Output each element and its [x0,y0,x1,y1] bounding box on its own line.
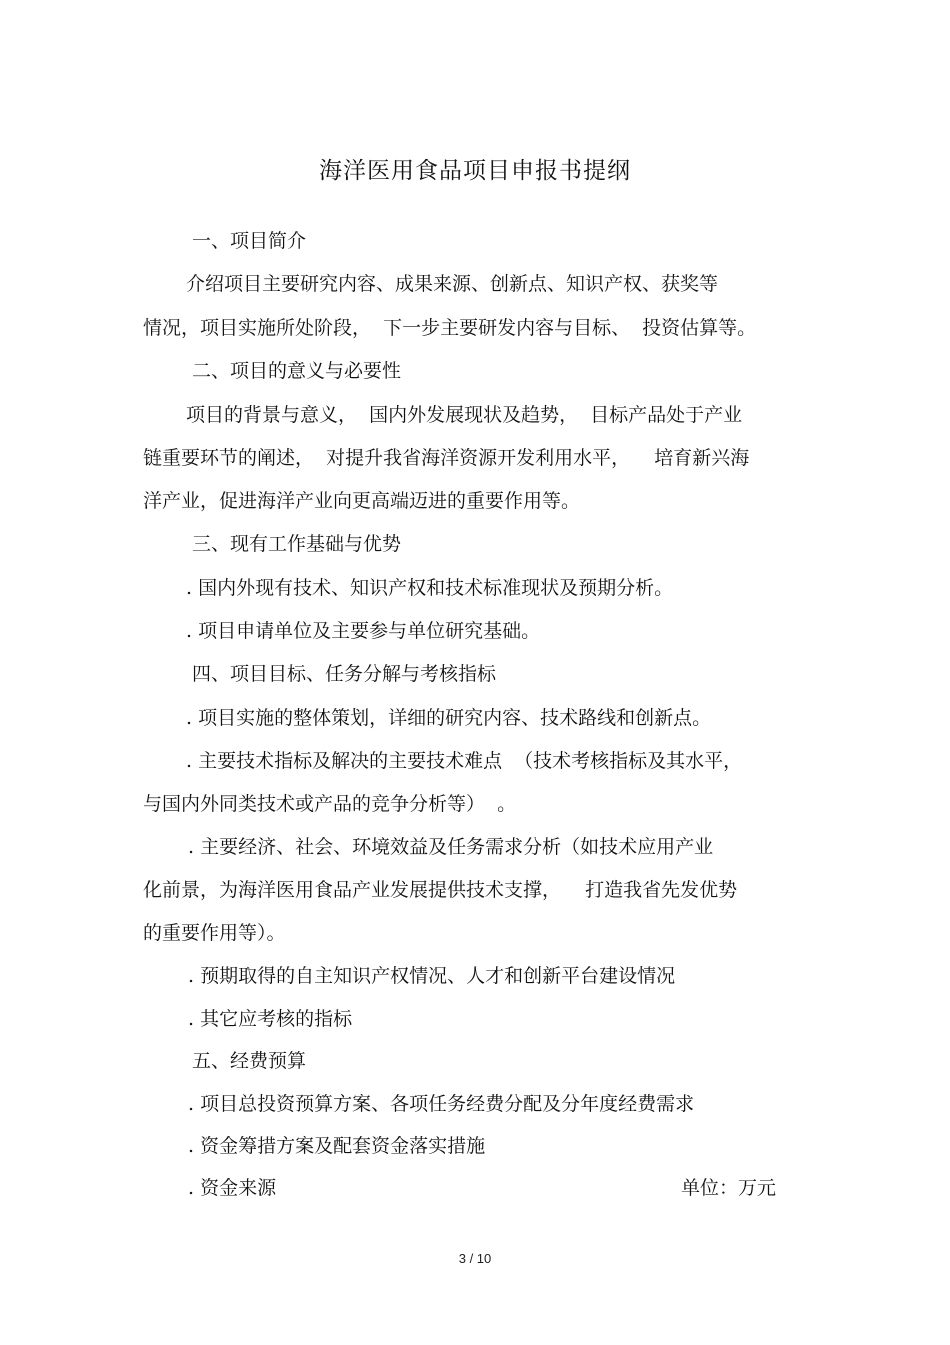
section-heading-3: 三、现有工作基础与优势 [192,533,402,555]
paragraph-line: 的重要作用等）。 [143,922,286,944]
section-heading-2: 二、项目的意义与必要性 [192,360,402,382]
list-item: . 国内外现有技术、知识产权和技术标准现状及预期分析。 [186,577,674,599]
list-item: . 项目实施的整体策划，详细的研究内容、技术路线和创新点。 [186,707,712,729]
unit-label: 单位：万元 [681,1177,777,1199]
paragraph-line: 洋产业，促进海洋产业向更高端迈进的重要作用等。 [143,490,581,512]
paragraph-line: 链重要环节的阐述， 对提升我省海洋资源开发利用水平， 培育新兴海 [143,447,750,469]
document-title: 海洋医用食品项目申报书提纲 [319,158,631,184]
paragraph-line: 项目的背景与意义， 国内外发展现状及趋势， 目标产品处于产业 [186,404,743,426]
section-heading-4: 四、项目目标、任务分解与考核指标 [192,663,497,685]
list-item: . 资金来源 [188,1177,277,1199]
list-item: . 预期取得的自主知识产权情况、人才和创新平台建设情况 [188,965,676,987]
list-item: . 主要技术指标及解决的主要技术难点 （技术考核指标及其水平， [186,750,743,772]
list-item: . 其它应考核的指标 [188,1008,353,1030]
paragraph-line: 与国内外同类技术或产品的竞争分析等） 。 [143,793,517,815]
paragraph-line: 情况，项目实施所处阶段， 下一步主要研发内容与目标、 投资估算等。 [143,317,757,339]
section-heading-5: 五、经费预算 [192,1050,307,1072]
list-item: . 资金筹措方案及配套资金落实措施 [188,1135,486,1157]
list-item: . 项目申请单位及主要参与单位研究基础。 [186,620,541,642]
list-item: . 项目总投资预算方案、各项任务经费分配及分年度经费需求 [188,1093,695,1115]
list-item: . 主要经济、社会、环境效益及任务需求分析（如技术应用产业 [188,836,714,858]
page-number: 3 / 10 [458,1251,492,1266]
section-heading-1: 一、项目简介 [192,230,307,252]
paragraph-line: 介绍项目主要研究内容、成果来源、创新点、知识产权、获奖等 [186,273,719,295]
paragraph-line: 化前景，为海洋医用食品产业发展提供技术支撑， 打造我省先发优势 [143,879,738,901]
